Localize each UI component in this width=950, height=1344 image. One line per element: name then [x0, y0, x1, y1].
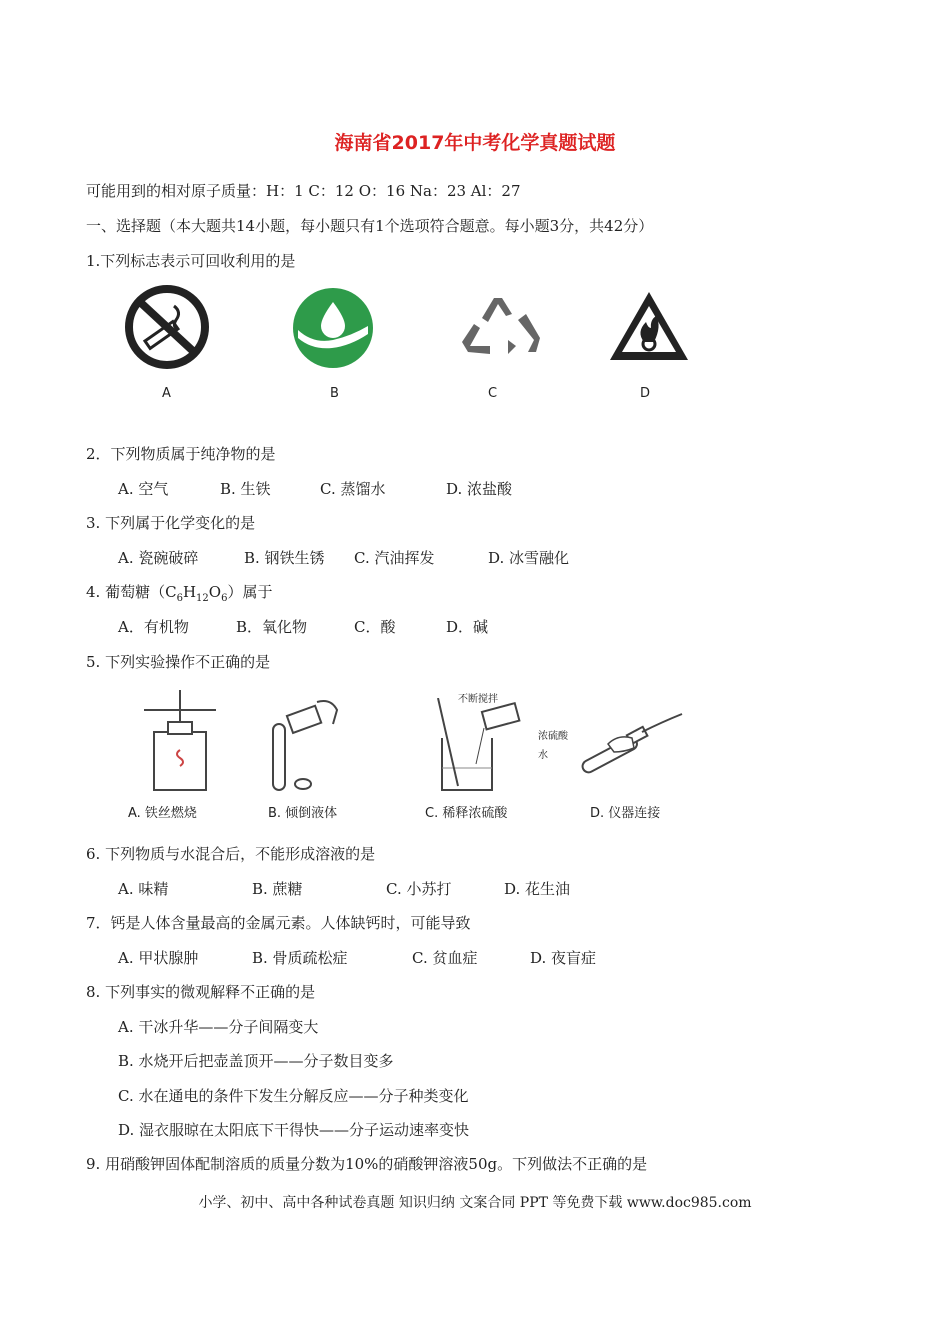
q3-option-d[interactable]: D. 冰雪融化 — [488, 549, 570, 567]
acid-label: 浓硫酸 — [538, 731, 568, 742]
iron-wire-combustion-diagram — [140, 690, 220, 795]
q1-label-a: A — [162, 386, 171, 401]
q8-option-b[interactable]: B. 水烧开后把壶盖顶开——分子数目变多 — [118, 1052, 394, 1070]
q3-option-c[interactable]: C. 汽油挥发 — [354, 549, 435, 567]
q2-option-c[interactable]: C. 蒸馏水 — [320, 480, 386, 498]
question-2-stem: 2．下列物质属于纯净物的是 — [86, 445, 276, 463]
q7-option-a[interactable]: A. 甲状腺肿 — [118, 949, 199, 967]
q3-option-b[interactable]: B. 钢铁生锈 — [244, 549, 325, 567]
q7-option-c[interactable]: C. 贫血症 — [412, 949, 478, 967]
question-9-stem: 9. 用硝酸钾固体配制溶质的质量分数为10%的硝酸钾溶液50g。下列做法不正确的是 — [86, 1155, 648, 1173]
q5-caption-d[interactable]: D. 仪器连接 — [590, 806, 661, 821]
q8-option-a[interactable]: A. 干冰升华——分子间隔变大 — [118, 1018, 319, 1036]
page-title: 海南省2017年中考化学真题试题 — [334, 132, 616, 154]
q2-option-b[interactable]: B. 生铁 — [220, 480, 271, 498]
section-heading: 一、选择题（本大题共14小题，每小题只有1个选项符合题意。每小题3分，共42分） — [86, 217, 654, 235]
q4-option-b[interactable]: B．氧化物 — [236, 618, 308, 636]
question-8-stem: 8. 下列事实的微观解释不正确的是 — [86, 983, 316, 1001]
question-1-stem: 1.下列标志表示可回收利用的是 — [86, 252, 296, 270]
q4-option-a[interactable]: A．有机物 — [118, 618, 189, 636]
water-label: 水 — [538, 750, 548, 761]
q7-option-d[interactable]: D. 夜盲症 — [530, 949, 597, 967]
diluting-acid-diagram — [428, 698, 538, 794]
q3-option-a[interactable]: A. 瓷碗破碎 — [118, 549, 199, 567]
q1-label-d: D — [640, 386, 651, 401]
q1-label-c: C — [488, 386, 498, 401]
question-4-stem: 4. 葡萄糖$(C_6H_{12}O_6)$属于 — [86, 583, 273, 604]
q6-option-d[interactable]: D. 花生油 — [504, 880, 571, 898]
atomic-mass-note: 可能用到的相对原子质量：H：1 C：12 O：16 Na：23 Al：27 — [86, 182, 521, 200]
q1-label-b: B — [330, 386, 339, 401]
q5-caption-a[interactable]: A. 铁丝燃烧 — [128, 806, 197, 821]
pouring-liquid-diagram — [265, 694, 345, 796]
q4-option-d[interactable]: D．碱 — [446, 618, 489, 636]
question-3-stem: 3. 下列属于化学变化的是 — [86, 514, 256, 532]
question-5-stem: 5. 下列实验操作不正确的是 — [86, 653, 271, 671]
q5-caption-b[interactable]: B. 倾倒液体 — [268, 806, 338, 821]
q4-option-c[interactable]: C．酸 — [354, 618, 396, 636]
q2-option-a[interactable]: A. 空气 — [118, 480, 169, 498]
stir-label: 不断搅拌 — [458, 694, 498, 705]
no-smoking-icon — [122, 284, 212, 370]
oxidizer-warning-icon — [606, 288, 692, 366]
question-7-stem: 7．钙是人体含量最高的金属元素。人体缺钙时，可能导致 — [86, 914, 471, 932]
instrument-connection-diagram — [578, 710, 690, 790]
q2-option-d[interactable]: D. 浓盐酸 — [446, 480, 513, 498]
q6-option-c[interactable]: C. 小苏打 — [386, 880, 452, 898]
q8-option-d[interactable]: D. 湿衣服晾在太阳底下干得快——分子运动速率变快 — [118, 1121, 470, 1139]
q7-option-b[interactable]: B. 骨质疏松症 — [252, 949, 348, 967]
water-saving-icon — [290, 286, 376, 370]
q6-option-b[interactable]: B. 蔗糖 — [252, 880, 303, 898]
recycle-icon — [458, 292, 546, 368]
q8-option-c[interactable]: C. 水在通电的条件下发生分解反应——分子种类变化 — [118, 1087, 469, 1105]
question-6-stem: 6. 下列物质与水混合后，不能形成溶液的是 — [86, 845, 376, 863]
page-footer: 小学、初中、高中各种试卷真题 知识归纳 文案合同 PPT 等免费下载 www.doc985.com — [198, 1195, 752, 1211]
q6-option-a[interactable]: A. 味精 — [118, 880, 169, 898]
q5-caption-c[interactable]: C. 稀释浓硫酸 — [425, 806, 508, 821]
